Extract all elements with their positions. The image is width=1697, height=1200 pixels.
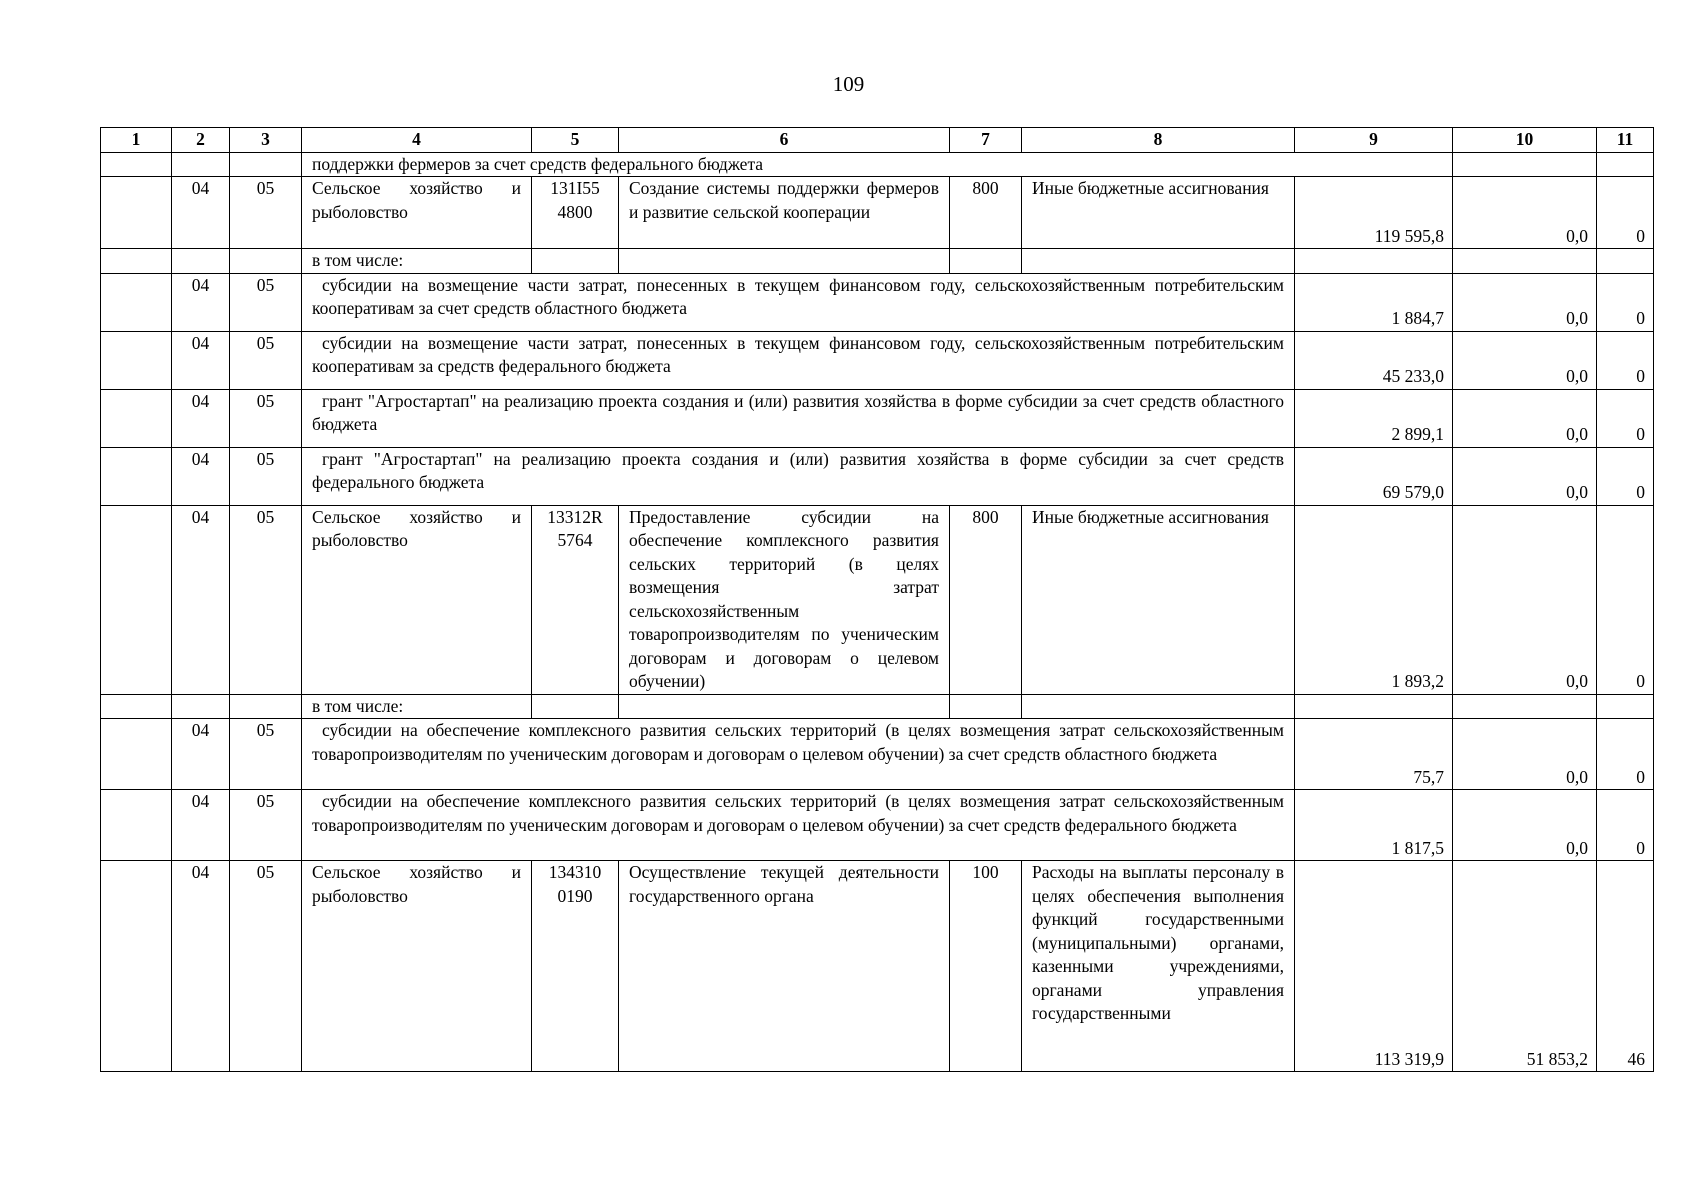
amount-col10: 0,0: [1453, 447, 1597, 505]
expense-type-name: Иные бюджетные ассигнования: [1022, 177, 1295, 249]
percent-col11: 46: [1597, 861, 1654, 1072]
section-name: Сельское хозяйство и рыболовство: [302, 505, 532, 694]
page-number: 109: [832, 72, 865, 96]
table-row: [101, 505, 1654, 694]
target-code: 13312R 5764: [532, 505, 619, 694]
table-row: [101, 331, 1654, 389]
expense-type-name: Иные бюджетные ассигнования: [1022, 505, 1295, 694]
column-header: 7: [950, 128, 1022, 153]
percent-col11: 0: [1597, 505, 1654, 694]
section-code: 04: [172, 505, 230, 694]
row-description: субсидии на возмещение части затрат, понесенных в текущем финансовом году, сельскохозяйственным потребительским кооперативам за счет средств областного бюджета: [302, 273, 1295, 331]
row-description: субсидии на обеспечение комплексного развития сельских территорий (в целях возмещения затрат сельскохозяйственным товаропроизводителям по ученическим договорам и договорам о целевом обучении) за счет средств федерального бюджета: [302, 790, 1295, 861]
expense-type-name: Расходы на выплаты персоналу в целях обеспечения выполнения функций государственными (муниципальными) органами, казенными учреждениями, органами управления государственными: [1022, 861, 1295, 1072]
subsection-code: 05: [230, 719, 302, 790]
section-code: 04: [172, 861, 230, 1072]
amount-col9: 1 884,7: [1295, 273, 1453, 331]
subsection-code: 05: [230, 331, 302, 389]
header-row: [101, 128, 1654, 153]
row-description: субсидии на возмещение части затрат, понесенных в текущем финансовом году, сельскохозяйственным потребительским кооперативам за средств федерального бюджета: [302, 331, 1295, 389]
column-header: 5: [532, 128, 619, 153]
including-label: в том числе:: [302, 249, 532, 274]
row-text: поддержки фермеров за счет средств федерального бюджета: [302, 152, 1453, 177]
table-row: [101, 719, 1654, 790]
column-header: 9: [1295, 128, 1453, 153]
table-row: [101, 861, 1654, 1072]
section-name: Сельское хозяйство и рыболовство: [302, 177, 532, 249]
target-name: Предоставление субсидии на обеспечение комплексного развития сельских территорий (в целях возмещения затрат сельскохозяйственным товаропроизводителям по ученическим договорам и договорам о целевом обучении): [619, 505, 950, 694]
section-code: 04: [172, 389, 230, 447]
column-header: 11: [1597, 128, 1654, 153]
amount-col10: 0,0: [1453, 719, 1597, 790]
amount-col9: 113 319,9: [1295, 861, 1453, 1072]
amount-col10: 0,0: [1453, 505, 1597, 694]
table-row: [101, 152, 1654, 177]
percent-col11: 0: [1597, 389, 1654, 447]
amount-col10: 0,0: [1453, 389, 1597, 447]
table-row: [101, 790, 1654, 861]
section-code: 04: [172, 331, 230, 389]
table-row: [101, 249, 1654, 274]
subsection-code: 05: [230, 177, 302, 249]
subsection-code: 05: [230, 447, 302, 505]
target-name: Осуществление текущей деятельности государственного органа: [619, 861, 950, 1072]
amount-col10: 0,0: [1453, 273, 1597, 331]
target-code: 131I55 4800: [532, 177, 619, 249]
percent-col11: 0: [1597, 447, 1654, 505]
column-header: 3: [230, 128, 302, 153]
amount-col9: 1 893,2: [1295, 505, 1453, 694]
column-header: 1: [101, 128, 172, 153]
row-description: субсидии на обеспечение комплексного развития сельских территорий (в целях возмещения затрат сельскохозяйственным товаропроизводителям по ученическим договорам и договорам о целевом обучении) за счет средств областного бюджета: [302, 719, 1295, 790]
amount-col10: 0,0: [1453, 790, 1597, 861]
row-description: грант "Агростартап" на реализацию проекта создания и (или) развития хозяйства в форме субсидии за счет средств федерального бюджета: [302, 447, 1295, 505]
amount-col9: 75,7: [1295, 719, 1453, 790]
column-header: 6: [619, 128, 950, 153]
table-row: [101, 273, 1654, 331]
percent-col11: 0: [1597, 273, 1654, 331]
including-label: в том числе:: [302, 694, 532, 719]
amount-col10: 0,0: [1453, 177, 1597, 249]
expense-type-code: 800: [950, 505, 1022, 694]
subsection-code: 05: [230, 505, 302, 694]
expense-type-code: 100: [950, 861, 1022, 1072]
column-header: 4: [302, 128, 532, 153]
table-row: [101, 389, 1654, 447]
amount-col10: 0,0: [1453, 331, 1597, 389]
percent-col11: 0: [1597, 177, 1654, 249]
subsection-code: 05: [230, 273, 302, 331]
section-code: 04: [172, 447, 230, 505]
column-header: 10: [1453, 128, 1597, 153]
percent-col11: 0: [1597, 331, 1654, 389]
amount-col9: 45 233,0: [1295, 331, 1453, 389]
section-code: 04: [172, 790, 230, 861]
amount-col10: 51 853,2: [1453, 861, 1597, 1072]
amount-col9: 119 595,8: [1295, 177, 1453, 249]
section-code: 04: [172, 177, 230, 249]
percent-col11: 0: [1597, 790, 1654, 861]
section-name: Сельское хозяйство и рыболовство: [302, 861, 532, 1072]
row-description: грант "Агростартап" на реализацию проекта создания и (или) развития хозяйства в форме субсидии за счет средств областного бюджета: [302, 389, 1295, 447]
amount-col9: 69 579,0: [1295, 447, 1453, 505]
column-header: 2: [172, 128, 230, 153]
table-row: [101, 177, 1654, 249]
subsection-code: 05: [230, 790, 302, 861]
subsection-code: 05: [230, 389, 302, 447]
budget-table: [100, 127, 1654, 1072]
target-name: Создание системы поддержки фермеров и развитие сельской кооперации: [619, 177, 950, 249]
expense-type-code: 800: [950, 177, 1022, 249]
section-code: 04: [172, 273, 230, 331]
subsection-code: 05: [230, 861, 302, 1072]
table-row: [101, 694, 1654, 719]
table-row: [101, 447, 1654, 505]
column-header: 8: [1022, 128, 1295, 153]
amount-col9: 2 899,1: [1295, 389, 1453, 447]
target-code: 134310 0190: [532, 861, 619, 1072]
percent-col11: 0: [1597, 719, 1654, 790]
section-code: 04: [172, 719, 230, 790]
amount-col9: 1 817,5: [1295, 790, 1453, 861]
